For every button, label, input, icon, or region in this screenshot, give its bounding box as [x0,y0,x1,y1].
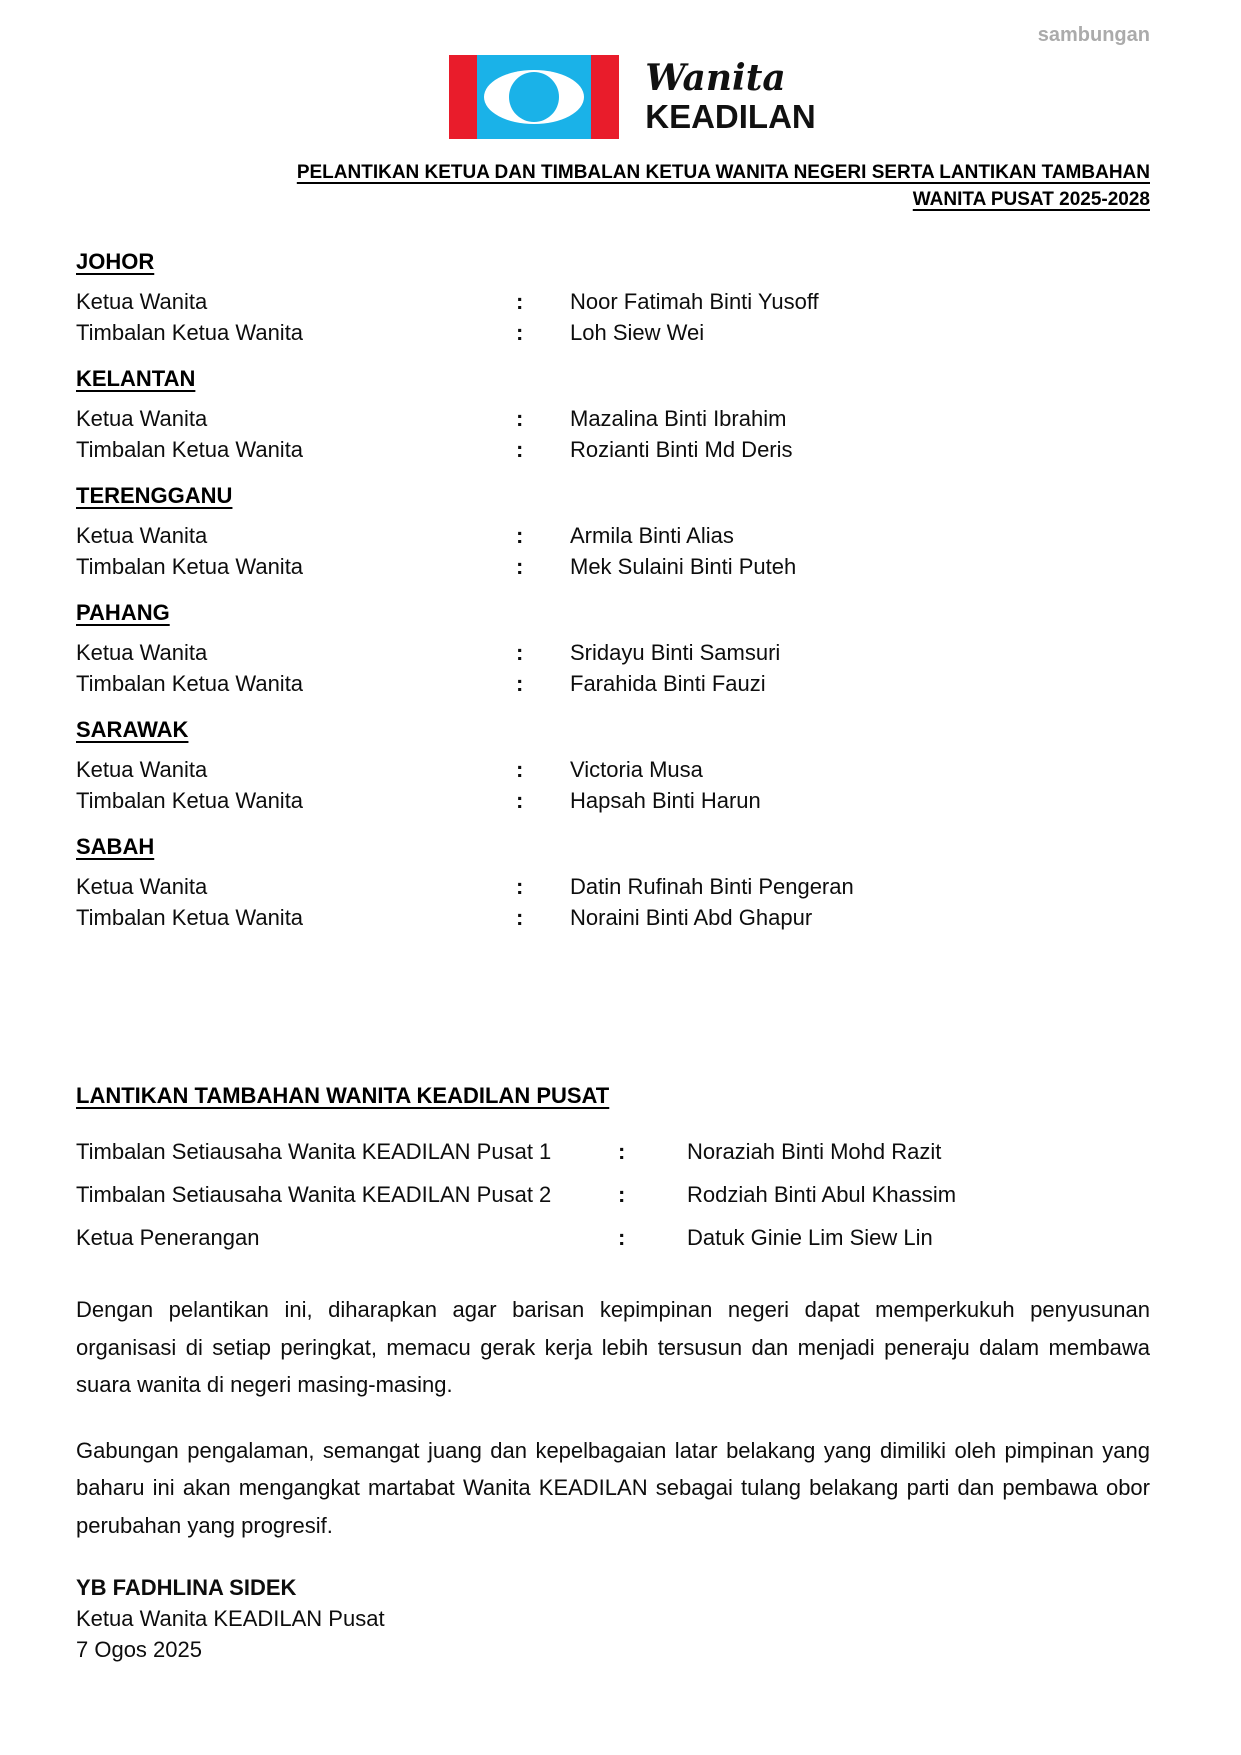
appointee-name: Rozianti Binti Md Deris [570,437,793,462]
appointee-name: Noor Fatimah Binti Yusoff [570,289,819,314]
role-label: Ketua Wanita [76,523,208,548]
appointee-name: Mazalina Binti Ibrahim [570,406,787,431]
paragraph: Gabungan pengalaman, semangat juang dan kepelbagaian latar belakang yang dimiliki oleh pimpinan yang baharu ini akan mengangkat martabat Wanita KEADILAN sebagai tulang belakang parti dan pembawa obor perubahan yang progresif. [76,1437,1150,1538]
states-list [76,247,1150,933]
state-heading [76,598,1150,628]
colon-separator: : [516,874,524,899]
colon-separator: : [516,289,524,314]
colon-separator: : [516,320,524,345]
wordmark-wanita: Wanita [645,56,786,99]
state-section [76,247,1150,348]
state-section [76,481,1150,582]
state-heading-label: SABAH [76,834,155,859]
colon-separator: : [516,671,524,696]
title-line-1: PELANTIKAN KETUA DAN TIMBALAN KETUA WANITA NEGERI SERTA LANTIKAN TAMBAHAN [296,162,1150,183]
appointment-row [76,1137,1150,1167]
colon-separator: : [618,1182,626,1207]
keadilan-logo [12,0,1241,139]
colon-separator: : [618,1225,626,1250]
state-heading-label: TERENGGANU [76,483,233,508]
closing-paragraphs [76,1291,1150,1544]
appointee-name: Armila Binti Alias [570,523,734,548]
signature-block [76,1572,1150,1665]
appointment-row [76,434,1150,465]
flag-blue-field [477,55,591,139]
appointee-name: Noraziah Binti Mohd Razit [687,1139,942,1164]
colon-separator: : [618,1139,626,1164]
eye-pupil [509,72,559,122]
signatory-name: YB FADHLINA SIDEK [76,1575,297,1600]
appointee-name: Victoria Musa [570,757,703,782]
role-label: Ketua Wanita [76,406,208,431]
appointment-row [76,551,1150,582]
role-label: Timbalan Ketua Wanita [76,905,304,930]
appointment-row [76,403,1150,434]
state-heading-label: KELANTAN [76,366,196,391]
appointee-name: Datin Rufinah Binti Pengeran [570,874,854,899]
role-label: Ketua Penerangan [76,1225,260,1250]
role-label: Timbalan Setiausaha Wanita KEADILAN Pusat 2 [76,1182,552,1207]
state-heading [76,832,1150,862]
state-section [76,715,1150,816]
appointee-name: Hapsah Binti Harun [570,788,761,813]
role-label: Ketua Wanita [76,289,208,314]
state-heading [76,364,1150,394]
colon-separator: : [516,406,524,431]
role-label: Ketua Wanita [76,640,208,665]
state-heading [76,715,1150,745]
appointment-row [76,668,1150,699]
title-line-2: WANITA PUSAT 2025-2028 [912,189,1150,210]
appointment-row [76,1223,1150,1253]
state-heading [76,247,1150,277]
appointment-row [76,871,1150,902]
colon-separator: : [516,905,524,930]
role-label: Timbalan Ketua Wanita [76,554,304,579]
central-rows [76,1137,1150,1253]
colon-separator: : [516,437,524,462]
state-section [76,832,1150,933]
state-section [76,598,1150,699]
appointee-name: Datuk Ginie Lim Siew Lin [687,1225,933,1250]
keadilan-flag-icon [449,55,619,139]
role-label: Timbalan Ketua Wanita [76,788,304,813]
continuation-note: sambungan [1037,24,1150,46]
signature-date: 7 Ogos 2025 [76,1637,202,1662]
appointee-name: Mek Sulaini Binti Puteh [570,554,797,579]
role-label: Timbalan Ketua Wanita [76,320,304,345]
central-appointments-heading: LANTIKAN TAMBAHAN WANITA KEADILAN PUSAT [76,1083,610,1108]
wordmark-keadilan: KEADILAN [645,97,816,135]
appointee-name: Noraini Binti Abd Ghapur [570,905,813,930]
state-section [76,364,1150,465]
state-heading-label: JOHOR [76,249,155,274]
colon-separator: : [516,554,524,579]
appointment-row [76,520,1150,551]
document-body [0,247,1241,1665]
colon-separator: : [516,523,524,548]
appointment-row [76,317,1150,348]
appointment-row [76,785,1150,816]
appointment-row [76,286,1150,317]
state-heading-label: SARAWAK [76,717,189,742]
role-label: Ketua Wanita [76,757,208,782]
colon-separator: : [516,757,524,782]
colon-separator: : [516,788,524,813]
paragraph: Dengan pelantikan ini, diharapkan agar barisan kepimpinan negeri dapat memperkukuh penyusunan organisasi di setiap peringkat, memacu gerak kerja lebih tersusun dan menjadi peneraju dalam membawa suara wanita di negeri masing-masing. [76,1297,1150,1397]
appointee-name: Loh Siew Wei [570,320,705,345]
appointee-name: Rodziah Binti Abul Khassim [687,1182,957,1207]
state-heading-label: PAHANG [76,600,170,625]
eye-icon [484,70,584,124]
appointee-name: Farahida Binti Fauzi [570,671,766,696]
wordmark [645,56,816,135]
role-label: Timbalan Setiausaha Wanita KEADILAN Pusat 1 [76,1139,552,1164]
signatory-title: Ketua Wanita KEADILAN Pusat [76,1606,385,1631]
colon-separator: : [516,640,524,665]
role-label: Timbalan Ketua Wanita [76,437,304,462]
appointment-row [76,754,1150,785]
appointment-row [76,1180,1150,1210]
document-title [76,159,1150,213]
appointee-name: Sridayu Binti Samsuri [570,640,781,665]
state-heading [76,481,1150,511]
appointment-row [76,902,1150,933]
role-label: Timbalan Ketua Wanita [76,671,304,696]
role-label: Ketua Wanita [76,874,208,899]
appointment-row [76,637,1150,668]
